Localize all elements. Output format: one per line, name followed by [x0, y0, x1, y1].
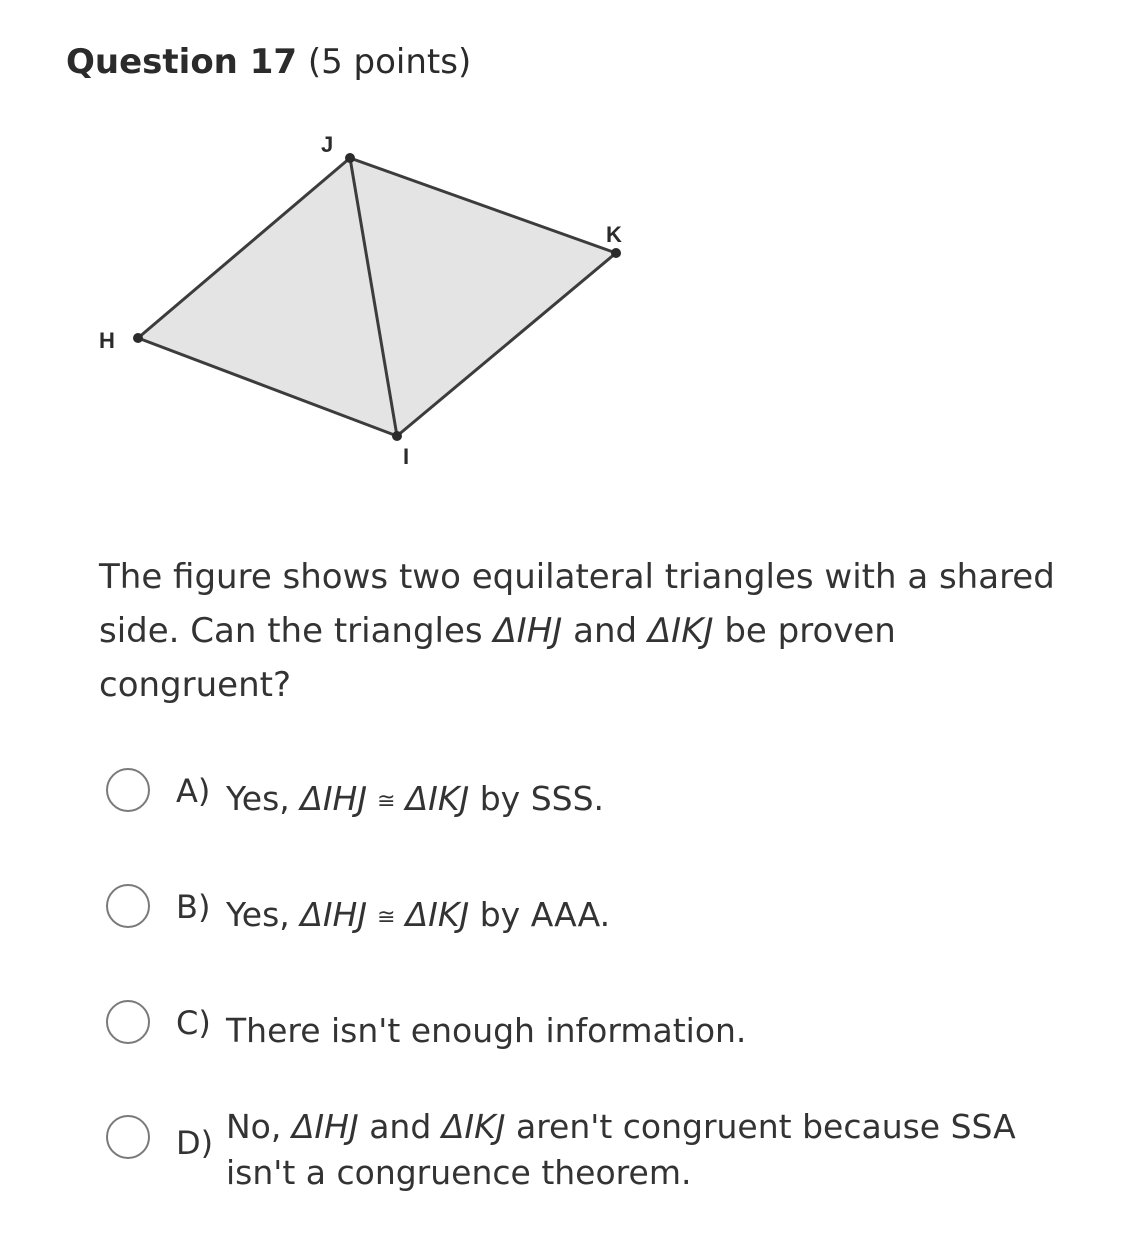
radio-button-a[interactable]	[106, 768, 150, 812]
option-b-pre: Yes,	[226, 895, 301, 934]
answer-option-a[interactable]	[106, 765, 1096, 818]
prompt-text-1: The figure shows two equilateral triangles with a shared side. Can the triangles	[99, 557, 1055, 651]
option-a-tri2: ΔIKJ	[405, 779, 470, 818]
option-a-post: by SSS.	[469, 779, 605, 818]
rhombus-diagram	[85, 118, 685, 498]
option-letter-b: B)	[176, 888, 211, 926]
question-title: Question 17	[66, 42, 298, 82]
prompt-text-2: and	[562, 611, 648, 651]
radio-button-c[interactable]	[106, 1000, 150, 1044]
option-d-tri2: ΔIKJ	[441, 1107, 506, 1146]
prompt-text-3: be proven congruent?	[99, 611, 896, 705]
answer-option-d[interactable]	[106, 1108, 1096, 1200]
vertex-label-H: H	[99, 328, 115, 353]
rhombus-shape	[138, 158, 616, 436]
option-letter-d: D)	[176, 1124, 214, 1162]
vertex-point-H	[133, 333, 143, 343]
triangle-ikj: ΔIKJ	[647, 611, 714, 651]
option-d-pre: No,	[226, 1107, 292, 1146]
triangle-ihj: ΔIHJ	[493, 611, 563, 651]
option-text-a	[226, 777, 604, 824]
question-points: (5 points)	[307, 42, 472, 82]
question-prompt	[99, 550, 1089, 712]
option-letter-c: C)	[176, 1004, 211, 1042]
answer-option-b[interactable]	[106, 881, 1096, 934]
option-letter-a: A)	[176, 772, 211, 810]
option-b-tri2: ΔIKJ	[405, 895, 470, 934]
congruent-symbol: ≅	[377, 789, 396, 814]
radio-button-b[interactable]	[106, 884, 150, 928]
question-header	[66, 38, 471, 86]
option-text-c: There isn't enough information.	[226, 1011, 747, 1050]
option-text-d	[226, 1104, 1046, 1196]
option-text-b	[226, 893, 610, 940]
vertex-point-J	[345, 153, 355, 163]
option-a-pre: Yes,	[226, 779, 301, 818]
vertex-label-J: J	[321, 132, 334, 157]
option-d-tri1: ΔIHJ	[291, 1107, 359, 1146]
option-b-tri1: ΔIHJ	[300, 895, 368, 934]
option-d-mid: and	[358, 1107, 442, 1146]
option-a-tri1: ΔIHJ	[300, 779, 368, 818]
vertex-point-K	[611, 248, 621, 258]
vertex-point-I	[392, 431, 402, 441]
congruent-symbol: ≅	[377, 905, 396, 930]
geometry-figure	[85, 118, 685, 498]
option-b-post: by AAA.	[469, 895, 611, 934]
vertex-label-I: I	[403, 444, 410, 469]
radio-button-d[interactable]	[106, 1115, 150, 1159]
vertex-label-K: K	[606, 222, 622, 247]
option-d-post: aren't congruent because SSA isn't a congruence theorem.	[226, 1107, 1016, 1192]
answer-option-c[interactable]	[106, 997, 1096, 1050]
